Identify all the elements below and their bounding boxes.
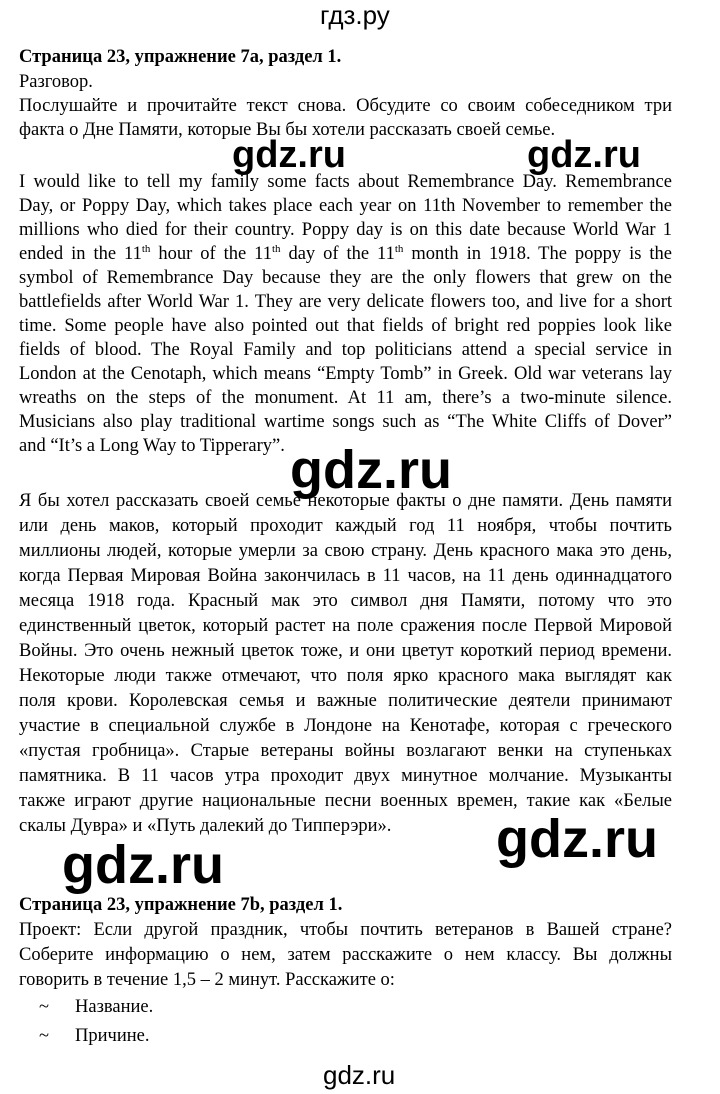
- section2-heading: Страница 23, упражнение 7b, раздел 1.: [19, 895, 343, 915]
- russian-line: памятника. В 11 часов утра проходит двух минутное молчание. Музыканты: [19, 766, 672, 786]
- russian-line: Войны. Это очень нежный цветок тоже, и они цветут короткий период времени.: [19, 641, 672, 661]
- russian-line: Я бы хотел рассказать своей семье некоторые факты о дне памяти. День памяти: [19, 491, 672, 511]
- russian-line: также играют другие национальные песни военных времен, такие как «Белые: [19, 791, 672, 811]
- bullet-symbol: ~: [39, 997, 50, 1017]
- ordinal-suffix: th: [141, 242, 151, 255]
- english-line: London at the Cenotaph, which means “Empty Tomb” in Greek. Old war veterans lay: [19, 364, 672, 384]
- russian-line: единственный цветок, который растет на поле сражения после Первой Мировой: [19, 616, 672, 636]
- russian-line: «пустая гробница». Старые ветераны войны возлагают венки на ступеньках: [19, 741, 672, 761]
- bullet-item: Название.: [75, 997, 154, 1017]
- english-line-ordinals: [19, 242, 672, 266]
- section2-instruction-line: Проект: Если другой праздник, чтобы почтить ветеранов в Вашей стране?: [19, 920, 672, 940]
- russian-line: миллионы людей, которые умерли за свою страну. День красного мака это день,: [19, 541, 672, 561]
- russian-line: участие в специальной службе в Лондоне на Кенотафе, которая с греческого: [19, 716, 672, 736]
- russian-line: поля крови. Королевская семья и важные политические деятели принимают: [19, 691, 672, 711]
- watermark-2: gdz.ru: [527, 134, 641, 176]
- watermark-1: gdz.ru: [232, 134, 346, 176]
- english-line: Day, or Poppy Day, which takes place each year on 11th November to remember the: [19, 196, 672, 216]
- watermark-5: gdz.ru: [62, 835, 224, 895]
- section1-heading: Страница 23, упражнение 7a, раздел 1.: [19, 47, 342, 67]
- section2-instruction-line: говорить в течение 1,5 – 2 минут. Расскажите о:: [19, 970, 395, 990]
- english-line: fields of blood. The Royal Family and top politicians attend a special service in: [19, 340, 672, 360]
- english-line: I would like to tell my family some facts about Remembrance Day. Remembrance: [19, 172, 672, 192]
- section2-instruction-line: Соберите информацию о нем, затем расскажите о нем классу. Вы должны: [19, 945, 672, 965]
- english-line: time. Some people have also pointed out that fields of bright red poppies look like: [19, 316, 672, 336]
- english-line: battlefields after World War 1. They are very delicate flowers too, and live for a short: [19, 292, 672, 312]
- russian-line: или день маков, который проходит каждый год 11 ноября, чтобы почтить: [19, 516, 672, 536]
- english-line: symbol of Remembrance Day because they are the only flowers that grew on the: [19, 268, 672, 288]
- section1-instruction-line: факта о Дне Памяти, которые Вы бы хотели рассказать своей семье.: [19, 120, 556, 140]
- russian-line: когда Первая Мировая Война закончилась в 11 часов, на 11 день одиннадцатого: [19, 566, 672, 586]
- russian-line: Некоторые люди также отмечают, что поля ярко красного мака выглядят как: [19, 666, 672, 686]
- english-fragment: hour of the 11: [150, 244, 272, 264]
- english-fragment: ended in the 11: [19, 244, 142, 264]
- section1-instruction-line: Послушайте и прочитайте текст снова. Обсудите со своим собеседником три: [19, 96, 672, 116]
- watermark-3: gdz.ru: [290, 440, 452, 500]
- english-line: and “It’s a Long Way to Tipperary”.: [19, 436, 285, 456]
- section1-subheading: Разговор.: [19, 72, 93, 92]
- footer-watermark: gdz.ru: [323, 1060, 396, 1090]
- russian-line: скалы Дувра» и «Путь далекий до Типперэри».: [19, 816, 392, 836]
- ordinal-suffix: th: [394, 242, 404, 255]
- english-line: Musicians also play traditional wartime songs such as “The White Cliffs of Dover”: [19, 412, 672, 432]
- english-line: millions who died for their country. Poppy day is on this date because World War 1: [19, 220, 672, 240]
- bullet-item: Причине.: [75, 1026, 150, 1046]
- ordinal-suffix: th: [271, 242, 281, 255]
- russian-line: месяца 1918 года. Красный мак это символ дня Памяти, потому что это: [19, 591, 672, 611]
- english-fragment: day of the 11: [280, 244, 395, 264]
- header-watermark: гдз.ру: [320, 0, 390, 30]
- english-line: wreaths on the steps of the monument. At 11 am, there’s a two-minute silence.: [19, 388, 672, 408]
- watermark-4: gdz.ru: [496, 809, 658, 869]
- bullet-symbol: ~: [39, 1026, 50, 1046]
- english-fragment: month in 1918. The poppy is the: [403, 244, 672, 264]
